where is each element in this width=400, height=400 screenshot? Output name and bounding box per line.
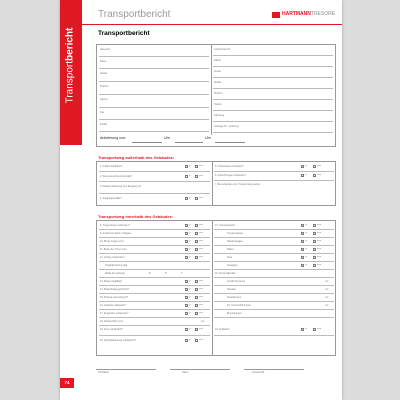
left-label-4: Telefon — [100, 98, 108, 101]
outside-q-2-yes-label: ja — [189, 175, 191, 177]
outside-section-box — [96, 161, 336, 206]
dim-h: H — [165, 272, 167, 275]
outside-q-5-yes[interactable] — [301, 165, 304, 168]
inside-q-14-no[interactable] — [195, 288, 198, 291]
inside-q-20: 20. Spezialwerkzeug erforderlich? — [100, 339, 137, 342]
inside-r-3-yes[interactable] — [301, 248, 304, 251]
inside-q-8-no[interactable] — [195, 224, 198, 227]
inside-r-2: Palettenwagen — [227, 240, 243, 243]
outside-q-4-no[interactable] — [195, 197, 198, 200]
inside-q-11: 11. Breite der Türen (cm) — [100, 248, 127, 251]
outside-q-5-yes-label: ja — [305, 165, 307, 167]
inside-q-18-unit: cm — [201, 320, 205, 323]
outside-q-6-no[interactable] — [313, 174, 316, 177]
inside-q-12-load: Tragkraft Aufzug (kg) — [105, 264, 128, 267]
brand-mark-icon — [272, 12, 280, 18]
left-label-3: PLZ/Ort — [100, 85, 109, 88]
right-label-5: Telefon — [214, 103, 222, 106]
inside-q-23: 24. Aufstellort — [215, 328, 230, 331]
inside-q-12: 12. Aufzug vorhanden? — [100, 256, 125, 259]
outside-q-6-yes-label: ja — [305, 174, 307, 176]
outside-q-4-yes[interactable] — [185, 197, 188, 200]
right-label-2: Kunde — [214, 70, 221, 73]
inside-r-3: Rollen — [227, 248, 234, 251]
left-label-6: E-Mail — [100, 123, 107, 126]
inside-r-5-no[interactable] — [313, 264, 316, 267]
right-label-1: Datum — [214, 59, 222, 62]
inside-q-17: 17. Engstellen vorhanden? — [100, 312, 129, 315]
inside-r-9: Zusatzkosten — [227, 296, 242, 299]
right-label-7: Auftrags-Nr. / Lieferung — [214, 125, 239, 128]
inside-q-14: 14. Bodenbelag geschützt? — [100, 288, 129, 291]
inside-q-9: 9. Anzahl der Stufen / Etagen — [100, 232, 132, 235]
page-header-title: Transportbericht — [98, 9, 171, 20]
inside-q-23-yes[interactable] — [301, 328, 304, 331]
inside-q-10-yes[interactable] — [185, 240, 188, 243]
inside-q-21-no[interactable] — [313, 224, 316, 227]
inside-q-19: 19. Kran erforderlich? — [100, 328, 123, 331]
outside-q-3: 3. Abstand Fahrzeug zum Eingang (m) — [100, 185, 141, 188]
left-label-2: Straße — [100, 72, 108, 75]
delivery-from-input[interactable] — [132, 142, 162, 143]
inside-q-19-yes[interactable] — [185, 328, 188, 331]
inside-q-16-yes[interactable] — [185, 304, 188, 307]
outside-q-1-yes-label: ja — [189, 165, 191, 167]
outside-q-5: 5. Hindernisse vorhanden? — [215, 165, 244, 168]
delivery-end-label: Uhr — [205, 136, 211, 140]
inside-r-9-unit: cm — [325, 296, 329, 299]
inside-r-11: Bemerkungen — [227, 312, 242, 315]
inside-r-1-no[interactable] — [313, 232, 316, 235]
left-label-1: Name — [100, 60, 107, 63]
inside-q-9-yes[interactable] — [185, 232, 188, 235]
delivery-end-input[interactable] — [215, 142, 245, 143]
inside-q-23-no[interactable] — [313, 328, 316, 331]
inside-q-15: 15. Podeste ausreichend? — [100, 296, 128, 299]
outside-q-6-yes[interactable] — [301, 174, 304, 177]
inside-r-2-yes[interactable] — [301, 240, 304, 243]
inside-q-11-no[interactable] — [195, 248, 198, 251]
dim-b: B — [149, 272, 151, 275]
inside-q-11-yes[interactable] — [185, 248, 188, 251]
form-page — [60, 0, 342, 400]
footer-place-label: Ort/Datum — [98, 371, 110, 374]
inside-q-15-yes[interactable] — [185, 296, 188, 299]
left-label-0: Absender — [100, 48, 111, 51]
outside-q-4: 4. Steigung/Gefälle? — [100, 197, 122, 200]
side-tab-title: Transportbericht — [64, 27, 76, 104]
outside-q-2-no[interactable] — [195, 175, 198, 178]
inside-r-5: Sonstiges — [227, 264, 238, 267]
right-label-3: Straße — [214, 81, 222, 84]
page-number: 74 — [60, 378, 74, 388]
inside-q-16: 16. Geländer abbaubar? — [100, 304, 126, 307]
inside-r-1-yes[interactable] — [301, 232, 304, 235]
inside-r-3-no[interactable] — [313, 248, 316, 251]
inside-q-8: 8. Treppenhaus vorhanden? — [100, 224, 130, 227]
inside-q-22: 22. Personalbedarf — [215, 272, 236, 275]
right-label-0: Lieferschein-Nr. — [214, 48, 231, 51]
inside-q-19-no[interactable] — [195, 328, 198, 331]
inside-r-1: Treppensteiger — [227, 232, 243, 235]
right-label-6: Fahrzeug — [214, 114, 225, 117]
outside-q-2-yes[interactable] — [185, 175, 188, 178]
inside-r-10-unit: cm — [325, 304, 329, 307]
outside-q-2-no-label: nein — [199, 175, 204, 177]
inside-r-4-yes[interactable] — [301, 256, 304, 259]
brand-name: HARTMANN — [282, 11, 311, 17]
outside-q-6: 6. Stufen/Treppe vorhanden? — [215, 174, 247, 177]
inside-q-13-yes[interactable] — [185, 280, 188, 283]
brand-logo — [272, 11, 334, 19]
inside-q-12-dims: Maße des Aufzugs — [105, 272, 125, 275]
inside-q-16-no[interactable] — [195, 304, 198, 307]
inside-q-14-yes[interactable] — [185, 288, 188, 291]
inside-q-8-yes[interactable] — [185, 224, 188, 227]
left-label-5: Fax — [100, 111, 104, 114]
inside-r-7: Anzahl Personen — [227, 280, 246, 283]
right-label-4: PLZ/Ort — [214, 92, 223, 95]
inside-q-21: 21. Transportgerät — [215, 224, 235, 227]
inside-q-20-no[interactable] — [195, 339, 198, 342]
inside-section-box: 8. Treppenhaus vorhanden? ja nein 9. Anzahl der Stufen / Etagen ja nein 10. Breite Treppe (cm) ja nein 11. Breite der Türen (cm) ja nein 12. Aufzug vorhanden? ja nein Tragkraft Aufzug (kg) Maße des Aufzugs B H T 13. Boden tragfähig? ja nein 14. Bodenbelag geschützt? ja nein 15. Podeste ausreichend? ja nein 16. Geländer abbaubar? ja nein 17. Engstellen vorhanden? ja nein 18. Deckenhöhe (cm) cm 19. Kran erforderlich? ja nein 20. Spezialwerkzeug erforderlich? ja nein 21. Transportgerät ja nein Treppensteiger ja nein Palettenwagen ja nein Rollen ja nein Kran ja nein Sonstiges ja nein 22. Personalbedarf Anzahl Personen cm Stunden cm Zusatzkosten cm 23. Unterschrift Kunde cm Bemerkungen 24. Aufstellort ja nein — [96, 220, 336, 356]
outside-q-1-no[interactable] — [195, 165, 198, 168]
delivery-from-label: Anlieferung von: — [100, 136, 126, 140]
general-info-box — [96, 44, 336, 147]
inside-r-2-no[interactable] — [313, 240, 316, 243]
outside-q-4-yes-label: ja — [189, 197, 191, 199]
inside-r-5-yes[interactable] — [301, 264, 304, 267]
inside-q-12-no[interactable] — [195, 256, 198, 259]
inside-r-4: Kran — [227, 256, 233, 259]
inside-q-17-yes[interactable] — [185, 312, 188, 315]
dim-t: T — [181, 272, 183, 275]
inside-q-21-yes[interactable] — [301, 224, 304, 227]
inside-r-4-no[interactable] — [313, 256, 316, 259]
inside-q-18: 18. Deckenhöhe (cm) — [100, 320, 123, 323]
form-title: Transportbericht — [98, 30, 150, 37]
inside-r-8-unit: cm — [325, 288, 329, 291]
outside-q-1: 1. Zufahrt befahrbar? — [100, 165, 123, 168]
delivery-to-input[interactable] — [175, 142, 203, 143]
inside-q-13-no[interactable] — [195, 280, 198, 283]
delivery-mid-label: Uhr — [164, 136, 170, 140]
outside-q-7: 7. Bemerkungen zum Transportweg außen — [215, 183, 261, 186]
inside-q-20-yes[interactable] — [185, 339, 188, 342]
side-tab — [60, 0, 82, 145]
inside-q-17-no[interactable] — [195, 312, 198, 315]
inside-q-10-no[interactable] — [195, 240, 198, 243]
inside-q-12-yes[interactable] — [185, 256, 188, 259]
inside-r-8: Stunden — [227, 288, 236, 291]
inside-r-10: 23. Unterschrift Kunde — [227, 304, 251, 307]
inside-q-15-no[interactable] — [195, 296, 198, 299]
outside-q-5-no-label: nein — [317, 165, 322, 167]
outside-q-4-no-label: nein — [199, 197, 204, 199]
footer-signature-label: Unterschrift — [252, 371, 265, 374]
brand-suffix: TRESORE — [310, 11, 336, 17]
outside-q-1-yes[interactable] — [185, 165, 188, 168]
header-divider — [82, 24, 342, 25]
inside-section-title: Transportweg innerhalb des Gebäudes: — [98, 214, 174, 219]
outside-q-5-no[interactable] — [313, 165, 316, 168]
outside-q-6-no-label: nein — [317, 174, 322, 176]
inside-q-9-no[interactable] — [195, 232, 198, 235]
inside-q-13: 13. Boden tragfähig? — [100, 280, 123, 283]
outside-q-2: 2. Weg ausreichend befestigt? — [100, 175, 133, 178]
outside-section-title: Transportweg außerhalb des Gebäudes: — [98, 155, 175, 160]
footer-name-label: Name — [182, 371, 189, 374]
inside-q-10: 10. Breite Treppe (cm) — [100, 240, 124, 243]
outside-q-1-no-label: nein — [199, 165, 204, 167]
inside-r-7-unit: cm — [325, 280, 329, 283]
